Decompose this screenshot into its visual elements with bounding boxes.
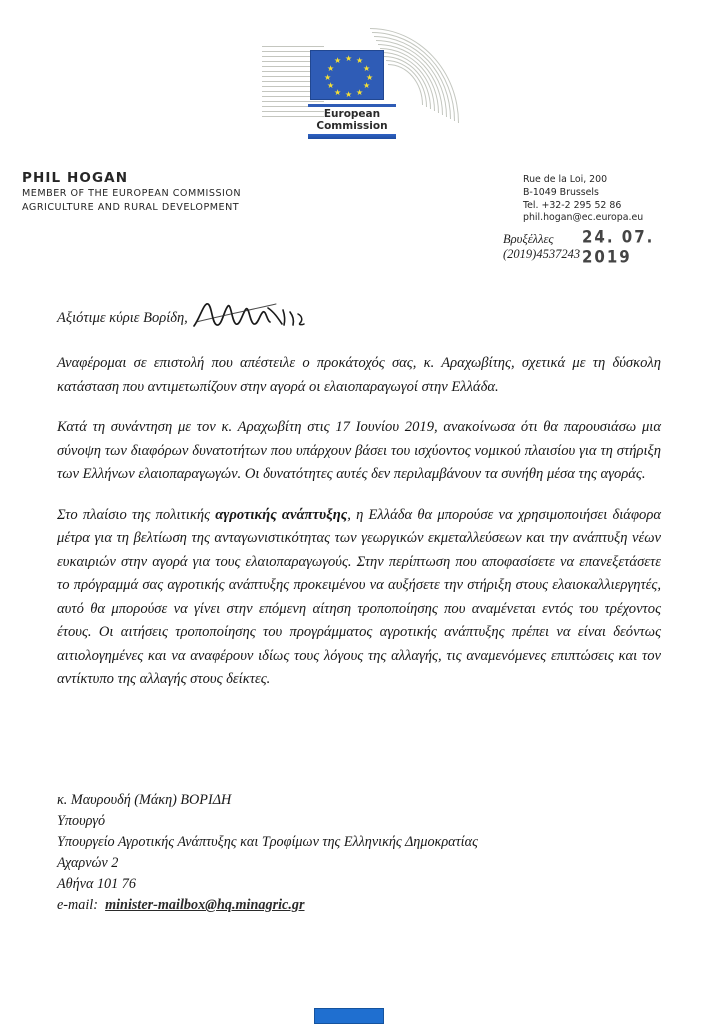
address-email: phil.hogan@ec.europa.eu xyxy=(523,212,644,224)
salutation: Αξιότιμε κύριε Βορίδη, xyxy=(57,310,188,326)
body-paragraph-3-part2: , η Ελλάδα θα μπορούσε να χρησιμοποιήσει διάφορα μέτρα για τη βελτίωση της ανταγωνιστικότητας των γεωργικών εκμεταλλεύσεων και την ανάπτυξη νέων ευκαιριών στην αγορά για τους ελαιοπαραγωγούς. Στην περίπτωση που αποφασίσετε να επανεξετάσετε το πρόγραμμά σας αγροτικής ανάπτυξης προκειμένου να αυξήσετε την στήριξη στους ελαιοκαλλιεργητές, αυτό θα μπορούσε να γίνει στην επόμενη αίτηση τροποποίησης που αναμένεται εντός του τρέχοντος έτους. Οι αιτήσεις τροποποίησης του προγράμματος αγροτικής ανάπτυξης πρέπει να είναι δεόντως αιτιολογημένες και να αναφέρουν ιδίως τους λόγους της αλλαγής, τις αναμενόμενες επιπτώσεις και τον αντίκτυπο της αλλαγής στους δείκτες. xyxy=(57,506,662,687)
logo-bar-bottom xyxy=(308,134,396,139)
body-paragraph-2: Κατά τη συνάντηση με τον κ. Αραχωβίτη στις 17 Ιουνίου 2019, ανακοίνωσα ότι θα παρουσιάσω μια σύνοψη των διαφόρων δυνατοτήτων που υπάρχουν βάσει του ισχύοντος νομικού πλαισίου για τη στήριξη των Ελλήνων ελαιοπαραγωγών. Οι δυνατότητες αυτές δεν περιλαμβάνουν τα συνήθη μέσα της αγοράς. xyxy=(57,419,661,482)
body-paragraph-3 xyxy=(57,504,661,692)
logo-wordmark-line1: European xyxy=(323,108,381,120)
logo-bar-top xyxy=(308,104,396,107)
sender-address-block xyxy=(523,174,643,225)
reference-number: (2019)4537243 xyxy=(503,246,581,261)
date-stamp: 24. 07. 2019 xyxy=(582,226,655,268)
reference-place: Βρυξέλλες xyxy=(503,232,554,246)
address-city: B-1049 Brussels xyxy=(523,186,599,198)
body-paragraph-3-part1: Στο πλαίσιο της πολιτικής xyxy=(57,506,216,523)
recipient-name: κ. Μαυρουδή (Μάκη) ΒΟΡΙΔΗ xyxy=(57,792,232,808)
recipient-street: Αχαρνών 2 xyxy=(57,855,119,871)
sender-block xyxy=(22,170,241,214)
logo-wordmark-line2: Commission xyxy=(316,120,388,132)
address-street: Rue de la Loi, 200 xyxy=(523,174,608,185)
sender-role-line-1: MEMBER OF THE EUROPEAN COMMISSION xyxy=(22,188,242,199)
recipient-title: Υπουργό xyxy=(57,813,106,829)
recipient-block xyxy=(57,790,478,916)
recipient-email-label: e-mail: xyxy=(57,897,98,913)
address-telephone: Tel. +32-2 295 52 86 xyxy=(523,199,622,211)
sender-name: PHIL HOGAN xyxy=(22,170,129,186)
recipient-city: Αθήνα 101 76 xyxy=(57,876,136,892)
letter-body xyxy=(57,352,661,709)
logo-wordmark xyxy=(306,108,398,132)
next-page-flag-edge xyxy=(314,1008,384,1024)
recipient-email-line xyxy=(57,895,478,916)
body-paragraph-1: Αναφέρομαι σε επιστολή που απέστειλε ο προκάτοχός σας, κ. Αραχωβίτης, σχετικά με τη δύσκολη κατάσταση που αντιμετωπίζουν στην αγορά οι ελαιοπαραγωγοί στην Ελλάδα. xyxy=(57,355,661,395)
eu-flag-icon: ★ ★ ★ ★ ★ ★ ★ ★ ★ ★ ★ ★ xyxy=(310,50,384,100)
handwritten-signature xyxy=(190,294,310,334)
recipient-email-link[interactable]: minister-mailbox@hq.minagric.gr xyxy=(105,897,305,913)
body-paragraph-3-emphasis: αγροτικής ανάπτυξης xyxy=(215,506,348,523)
sender-role-line-2: AGRICULTURE AND RURAL DEVELOPMENT xyxy=(22,201,240,213)
recipient-organisation: Υπουργείο Αγροτικής Ανάπτυξης και Τροφίμων της Ελληνικής Δημοκρατίας xyxy=(57,834,478,850)
european-commission-logo xyxy=(262,28,462,148)
reference-block xyxy=(503,232,580,261)
